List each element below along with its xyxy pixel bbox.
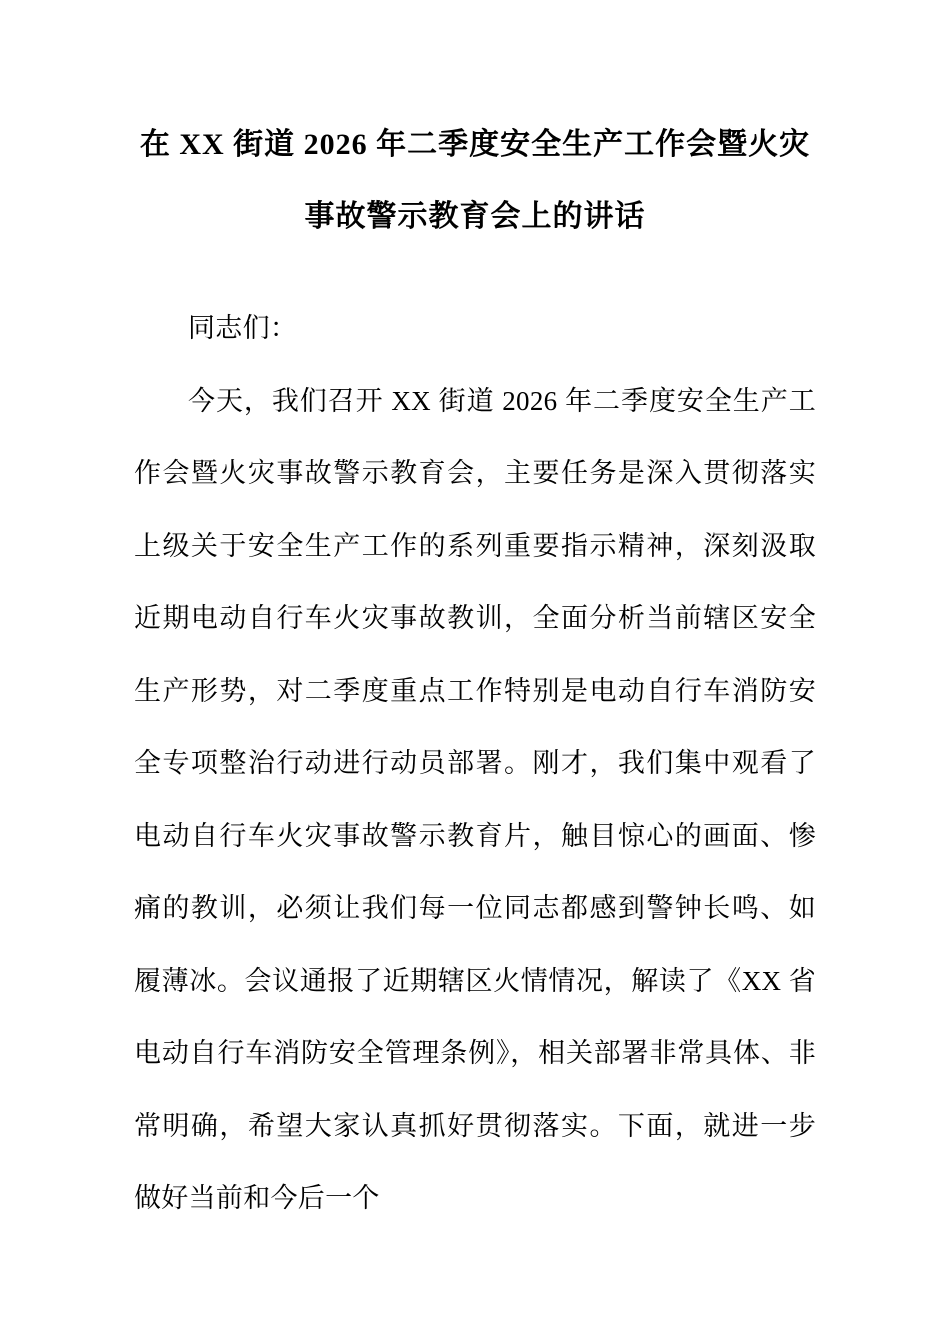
paragraph-speech-intro: 今天，我们召开 XX 街道 2026 年二季度安全生产工作会暨火灾事故警示教育会，主要任务是深入贯彻落实上级关于安全生产工作的系列重要指示精神，深刻汲取近期电动自行车火灾事故教训，全面分析当前辖区安全生产形势，对二季度重点工作特别是电动自行车消防安全专项整治行动进行动员部署。刚才，我们集中观看了电动自行车火灾事故警示教育片，触目惊心的画面、惨痛的教训，必须让我们每一位同志都感到警钟长鸣、如履薄冰。会议通报了近期辖区火情情况，解读了《XX 省电动自行车消防安全管理条例》，相关部署非常具体、非常明确，希望大家认真抓好贯彻落实。下面，就进一步做好当前和今后一个 bbox=[134, 385, 816, 1213]
document-title-line-1: 在 XX 街道 2026 年二季度安全生产工作会暨火灾 bbox=[139, 128, 811, 161]
document-title-line-2: 事故警示教育会上的讲话 bbox=[304, 200, 646, 233]
document-title bbox=[134, 109, 816, 253]
paragraph-salutation: 同志们： bbox=[188, 313, 298, 343]
document-body bbox=[134, 292, 816, 1235]
